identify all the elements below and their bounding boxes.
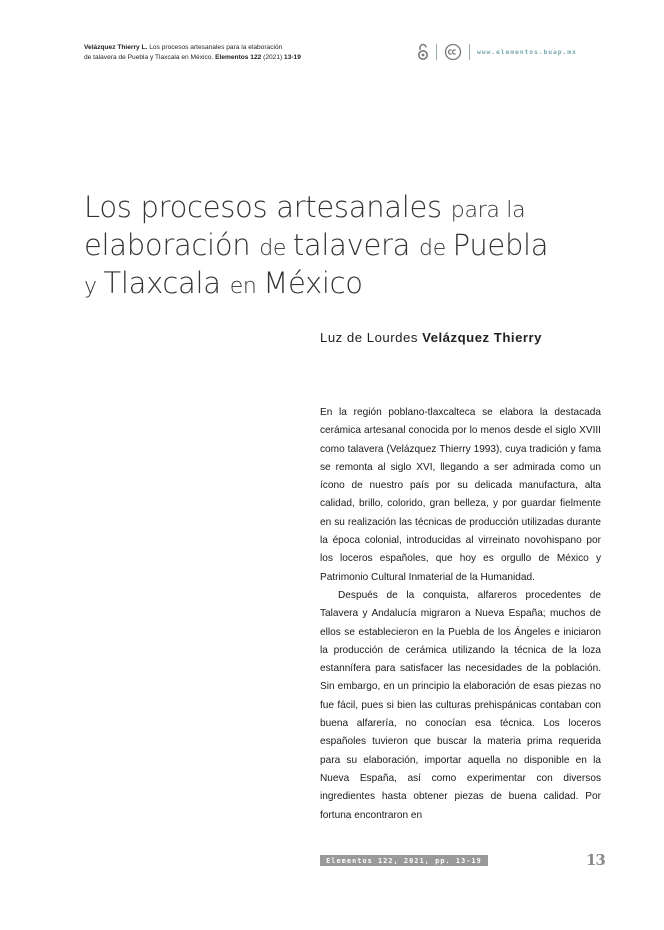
page-number: 13 xyxy=(586,851,605,869)
header-icons xyxy=(417,42,577,62)
open-access-icon[interactable] xyxy=(417,43,429,61)
author-family-name: Velázquez Thierry xyxy=(422,330,542,345)
title-text: Los procesos artesanales xyxy=(84,190,451,224)
title-text: talavera xyxy=(292,228,420,262)
footer-citation: Elementos 122, 2021, pp. 13-19 xyxy=(320,855,488,866)
title-text: de xyxy=(419,236,453,261)
title-text: Puebla xyxy=(452,228,549,262)
header-article-ref-2: de talavera de Puebla y Tlaxcala en México. xyxy=(84,54,216,61)
title-text: en xyxy=(229,274,264,299)
author-given-names: Luz de Lourdes xyxy=(320,330,423,345)
site-url-link[interactable]: www.elementos.buap.mx xyxy=(477,48,577,56)
article-body xyxy=(320,404,601,825)
header-divider xyxy=(436,44,437,60)
header-divider xyxy=(469,44,470,60)
header-journal-issue: Elementos 122 xyxy=(215,54,262,61)
creative-commons-icon[interactable] xyxy=(444,43,462,61)
header-citation xyxy=(84,43,414,63)
header-year: (2021) xyxy=(261,54,285,61)
title-text: Tlaxcala xyxy=(103,266,230,300)
title-text: la xyxy=(506,198,526,223)
title-text: para xyxy=(450,198,507,223)
body-paragraph: En la región poblano-tlaxcalteca se elabora la destacada cerámica artesanal conocida por lo menos desde el siglo XVIII como talavera (Velázquez Thierry 1993), cuya tradición y fama se remonta al siglo XVI, llegando a ser admirada como un ícono de nuestro país por su delicada manufactura, alta calidad, brillo, colorido, gran belleza, y por guardar fielmente en su realización las técnicas de producción utilizadas durante la época colonial, introducidas al virreinato novohispano por los loceros españoles, que hoy es orgullo de México y Patrimonio Cultural Inmaterial de la Humanidad. xyxy=(320,407,601,583)
title-text: elaboración xyxy=(84,228,260,262)
author-byline xyxy=(320,330,542,345)
title-text: México xyxy=(263,266,363,300)
header-pages: 13-19 xyxy=(284,54,301,61)
header-author: Velázquez Thierry L. xyxy=(84,44,148,51)
header-article-ref-1: Los procesos artesanales para la elaboración xyxy=(147,44,283,51)
title-text: y xyxy=(84,274,104,299)
article-title xyxy=(84,190,604,304)
title-text: de xyxy=(259,236,293,261)
body-paragraph: Después de la conquista, alfareros procedentes de Talavera y Andalucía migraron a Nueva España; muchos de ellos se establecieron en la Puebla de los Ángeles e iniciaron la producción de cerámica utilizando la técnica de la loza estannífera para satisfacer las necesidades de la población. Sin embargo, en un principio la elaboración de esas piezas no fue fácil, pues si bien las culturas prehispánicas contaban con buena alfarería, no conocían esa técnica. Los loceros españoles tuvieron que buscar la materia prima requerida para su elaboración, importar aquella no disponible en la Nueva España, así como experimentar con diversos ingredientes hasta obtener piezas de buena calidad. Por fortuna encontraron en xyxy=(320,589,601,821)
